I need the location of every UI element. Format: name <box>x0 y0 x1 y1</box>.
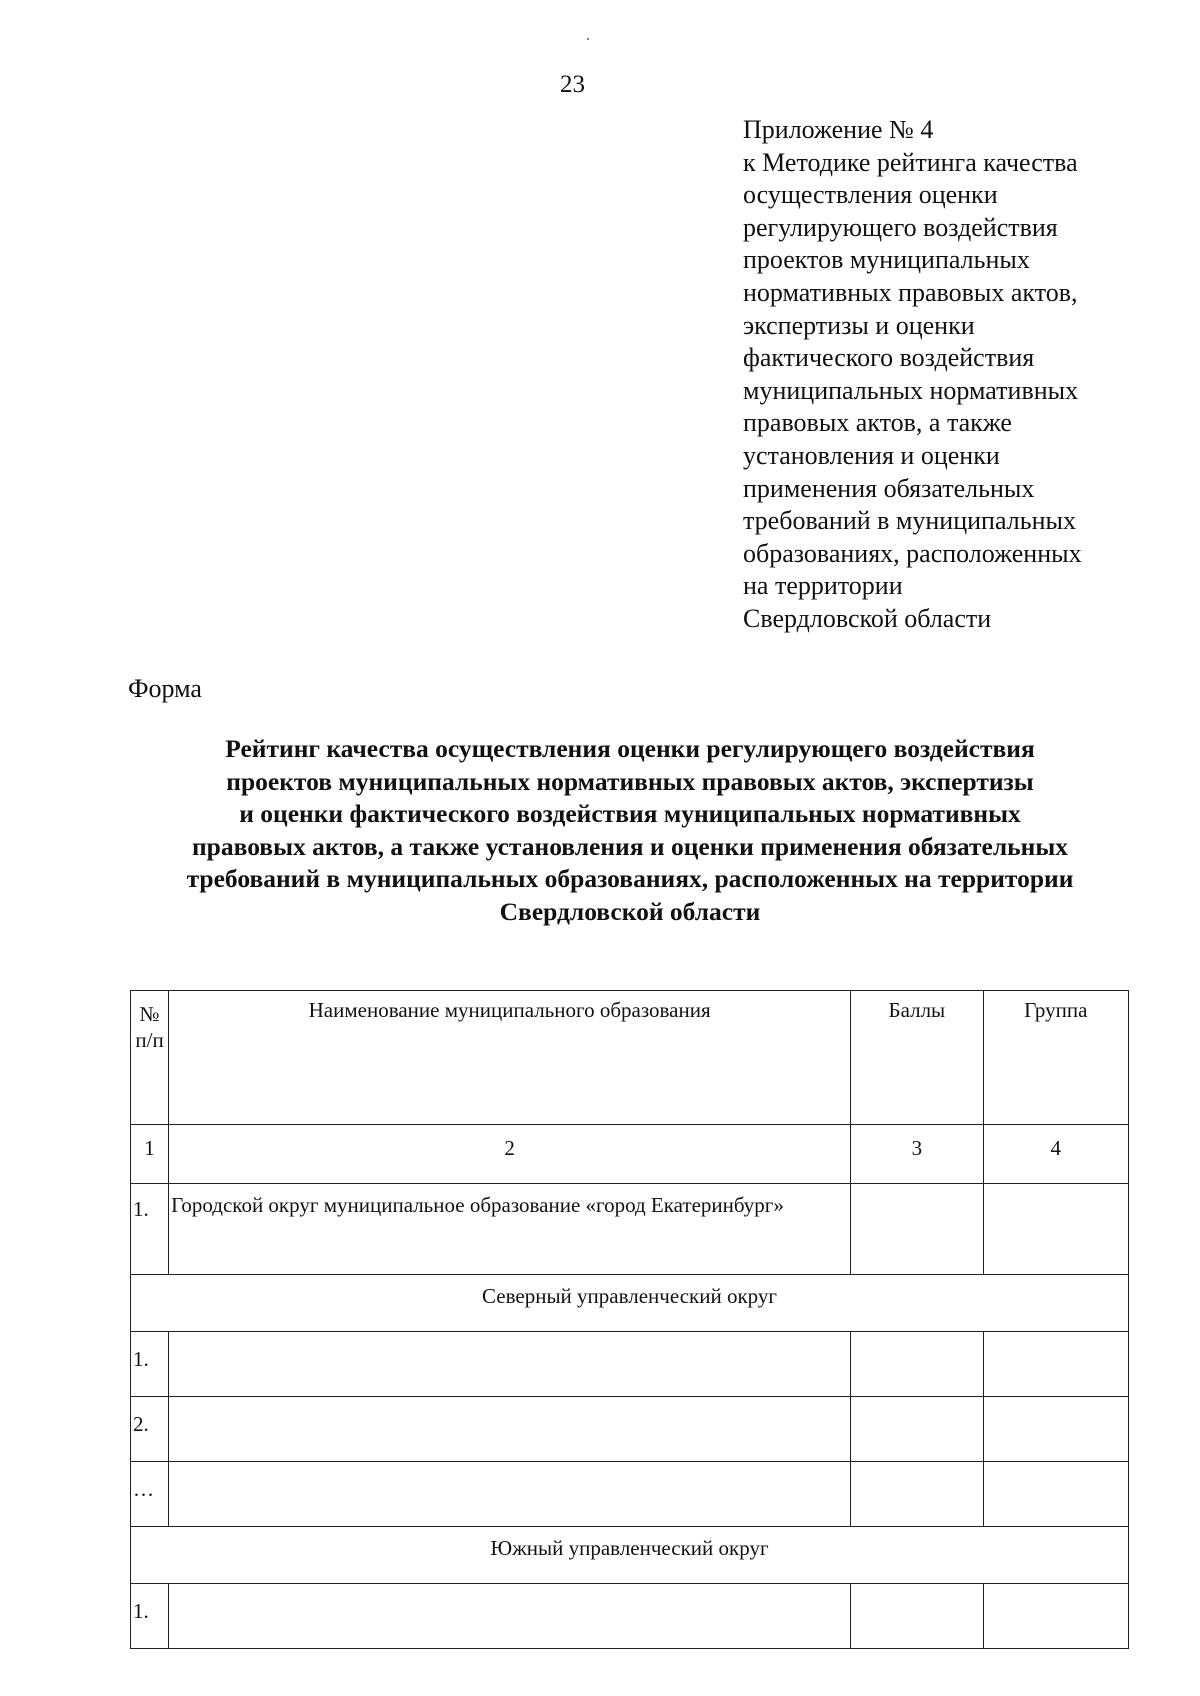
header-name: Наименование муниципального образования <box>169 991 851 1125</box>
appendix-line: к Методике рейтинга качества <box>743 147 1078 177</box>
title-line: Свердловской области <box>499 896 761 926</box>
stray-mark <box>587 38 589 40</box>
title-line: Рейтинг качества осуществления оценки регулирующего воздействия <box>225 734 1035 763</box>
row-score <box>851 1584 983 1649</box>
row-group <box>983 1584 1128 1649</box>
document-title <box>100 733 1160 928</box>
appendix-line: проектов муниципальных <box>743 245 1030 275</box>
row-score <box>851 1332 983 1397</box>
index-cell: 2 <box>169 1125 851 1184</box>
row-num: 2. <box>131 1397 169 1462</box>
row-group <box>983 1397 1128 1462</box>
appendix-line: фактического воздействия <box>743 343 1035 373</box>
title-line: и оценки фактического воздействия муниципальных нормативных <box>239 799 1021 828</box>
header-score: Баллы <box>851 991 983 1125</box>
table-row <box>131 1184 1129 1275</box>
appendix-line: Свердловской области <box>743 603 992 633</box>
row-score <box>851 1184 983 1275</box>
section-title: Северный управленческий округ <box>131 1275 1129 1332</box>
section-title: Южный управленческий округ <box>131 1527 1129 1584</box>
appendix-line: Приложение № 4 <box>743 115 934 144</box>
table-row <box>131 1332 1129 1397</box>
index-cell: 4 <box>983 1125 1128 1184</box>
table-row <box>131 1584 1129 1649</box>
appendix-line: требований в муниципальных <box>743 506 1076 536</box>
appendix-line: образованиях, расположенных <box>743 538 1082 568</box>
row-num: 1. <box>131 1584 169 1649</box>
row-name <box>169 1584 851 1649</box>
appendix-line: правовых актов, а также <box>743 408 1012 438</box>
table-header-row <box>131 991 1129 1125</box>
form-label: Форма <box>128 674 202 703</box>
title-line: правовых актов, а также установления и оценки применения обязательных <box>191 831 1069 861</box>
row-name <box>169 1332 851 1397</box>
appendix-reference <box>743 114 1163 636</box>
index-cell: 1 <box>131 1125 169 1184</box>
row-group <box>983 1332 1128 1397</box>
row-score <box>851 1397 983 1462</box>
appendix-line: на территории <box>743 571 903 601</box>
table-row <box>131 1462 1129 1527</box>
table-index-row <box>131 1125 1129 1184</box>
index-cell: 3 <box>851 1125 983 1184</box>
appendix-line: муниципальных нормативных <box>743 375 1079 405</box>
row-name <box>169 1397 851 1462</box>
appendix-line: нормативных правовых актов, <box>743 277 1078 307</box>
header-num: № п/п <box>131 991 169 1125</box>
row-name: Городской округ муниципальное образование «город Екатеринбург» <box>169 1184 851 1275</box>
appendix-line: регулирующего воздействия <box>743 212 1058 242</box>
section-row <box>131 1527 1129 1584</box>
title-line: требований в муниципальных образованиях, расположенных на территории <box>186 864 1074 893</box>
row-score <box>851 1462 983 1527</box>
rating-table <box>130 990 1129 1649</box>
row-num: 1. <box>131 1332 169 1397</box>
row-name <box>169 1462 851 1527</box>
section-row <box>131 1275 1129 1332</box>
appendix-line: осуществления оценки <box>743 180 998 210</box>
table-row <box>131 1397 1129 1462</box>
row-num: 1. <box>131 1184 169 1275</box>
page-number: 23 <box>560 71 585 98</box>
title-line: проектов муниципальных нормативных правовых актов, экспертизы <box>226 766 1034 796</box>
appendix-line: применения обязательных <box>743 473 1035 503</box>
appendix-line: установления и оценки <box>743 440 1000 470</box>
row-group <box>983 1184 1128 1275</box>
appendix-line: экспертизы и оценки <box>743 310 975 340</box>
header-group: Группа <box>983 991 1128 1125</box>
row-group <box>983 1462 1128 1527</box>
row-num: … <box>131 1462 169 1527</box>
